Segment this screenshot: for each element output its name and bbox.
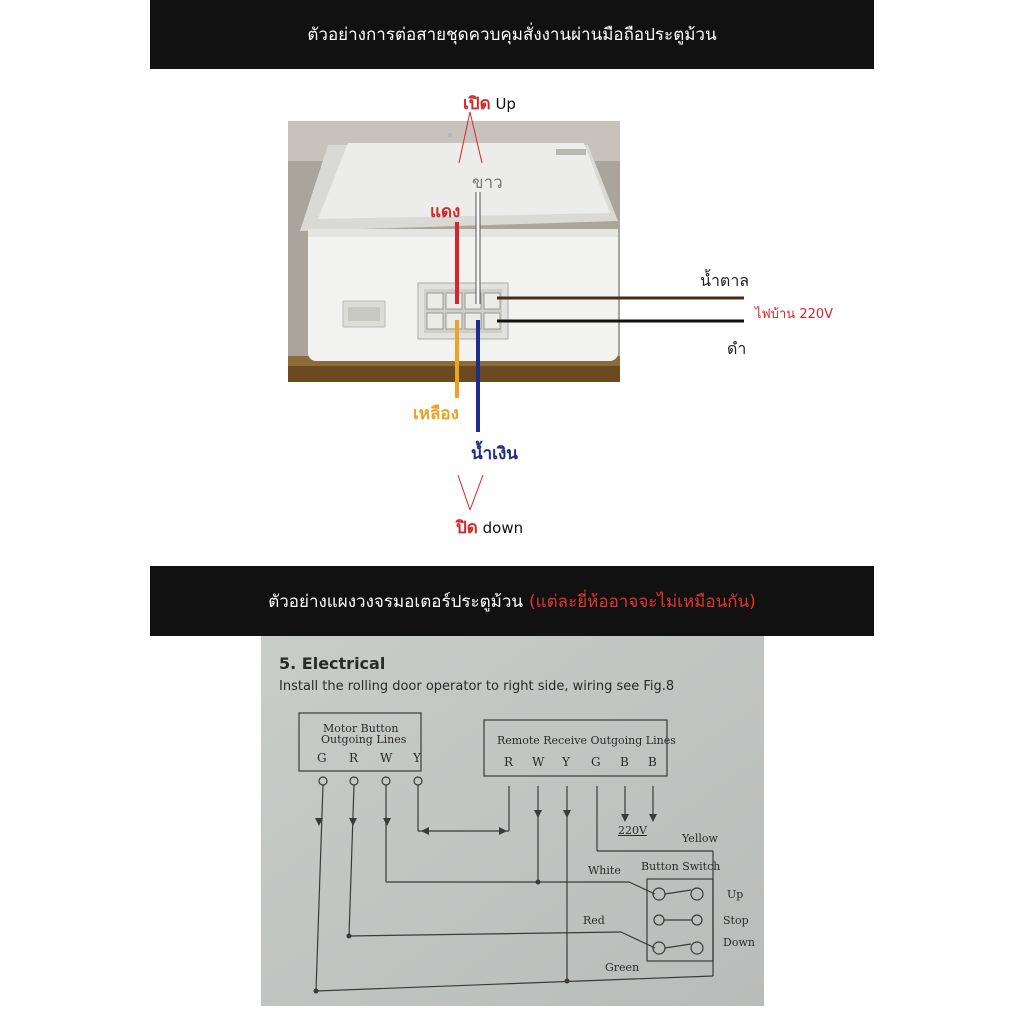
stop-label: Stop — [723, 914, 749, 927]
red-label: Red — [583, 914, 605, 927]
open-label-th: เปิด — [463, 94, 491, 114]
voltage-label: 220V — [618, 824, 647, 837]
bottom-banner-text: ตัวอย่างแผงวงจรมอเตอร์ประตูม้วน — [268, 591, 524, 612]
motor-terminal-r: R — [349, 751, 359, 765]
top-banner-text: ตัวอย่างการต่อสายชุดควบคุมสั่งงานผ่านมือถือประตูม้วน — [307, 25, 717, 45]
close-label-th: ปิด — [456, 518, 478, 538]
manual-page — [261, 636, 764, 1006]
bottom-banner — [150, 566, 874, 636]
open-label — [463, 90, 516, 117]
close-label-en: down — [482, 519, 524, 537]
down-label: Down — [723, 936, 755, 949]
green-label: Green — [605, 961, 640, 974]
close-pointer-line — [458, 475, 470, 510]
remote-terminal-w: W — [532, 755, 545, 769]
motor-box-title-2: Outgoing Lines — [321, 733, 407, 746]
mains-power-label: ไฟบ้าน 220V — [755, 307, 834, 322]
black-wire-label: ดำ — [727, 339, 747, 358]
manual-heading: 5. Electrical — [279, 654, 386, 673]
open-pointer-line — [459, 112, 470, 163]
close-pointer-line-2 — [470, 475, 483, 510]
remote-terminal-y: Y — [562, 755, 570, 769]
close-label — [456, 514, 523, 541]
motor-terminal-y: Y — [413, 751, 421, 765]
bottom-banner-warning: (แต่ละยี่ห้ออาจจะไม่เหมือนกัน) — [529, 591, 756, 612]
motor-box-title-1: Motor Button — [323, 722, 399, 735]
blue-wire-label: น้ำเงิน — [471, 444, 518, 464]
open-pointer-line-2 — [470, 112, 482, 163]
yellow-wire-label: เหลือง — [413, 404, 459, 424]
white-wire-label: ขาว — [472, 173, 503, 193]
motor-terminal-w: W — [380, 751, 393, 765]
remote-terminal-r: R — [504, 755, 514, 769]
button-switch-label: Button Switch — [641, 860, 721, 873]
remote-terminal-g: G — [591, 755, 601, 769]
white-label: White — [588, 864, 621, 877]
motor-terminal-g: G — [317, 751, 327, 765]
up-label: Up — [727, 888, 744, 901]
manual-instruction: Install the rolling door operator to right side, wiring see Fig.8 — [279, 679, 675, 694]
open-label-en: Up — [495, 95, 516, 113]
remote-terminal-b1: B — [620, 755, 629, 769]
brown-wire-label: น้ำตาล — [700, 271, 750, 290]
remote-terminal-b2: B — [648, 755, 657, 769]
yellow-label: Yellow — [682, 832, 718, 845]
remote-box-title: Remote Receive Outgoing Lines — [497, 734, 676, 747]
red-wire-label: แดง — [430, 202, 461, 222]
